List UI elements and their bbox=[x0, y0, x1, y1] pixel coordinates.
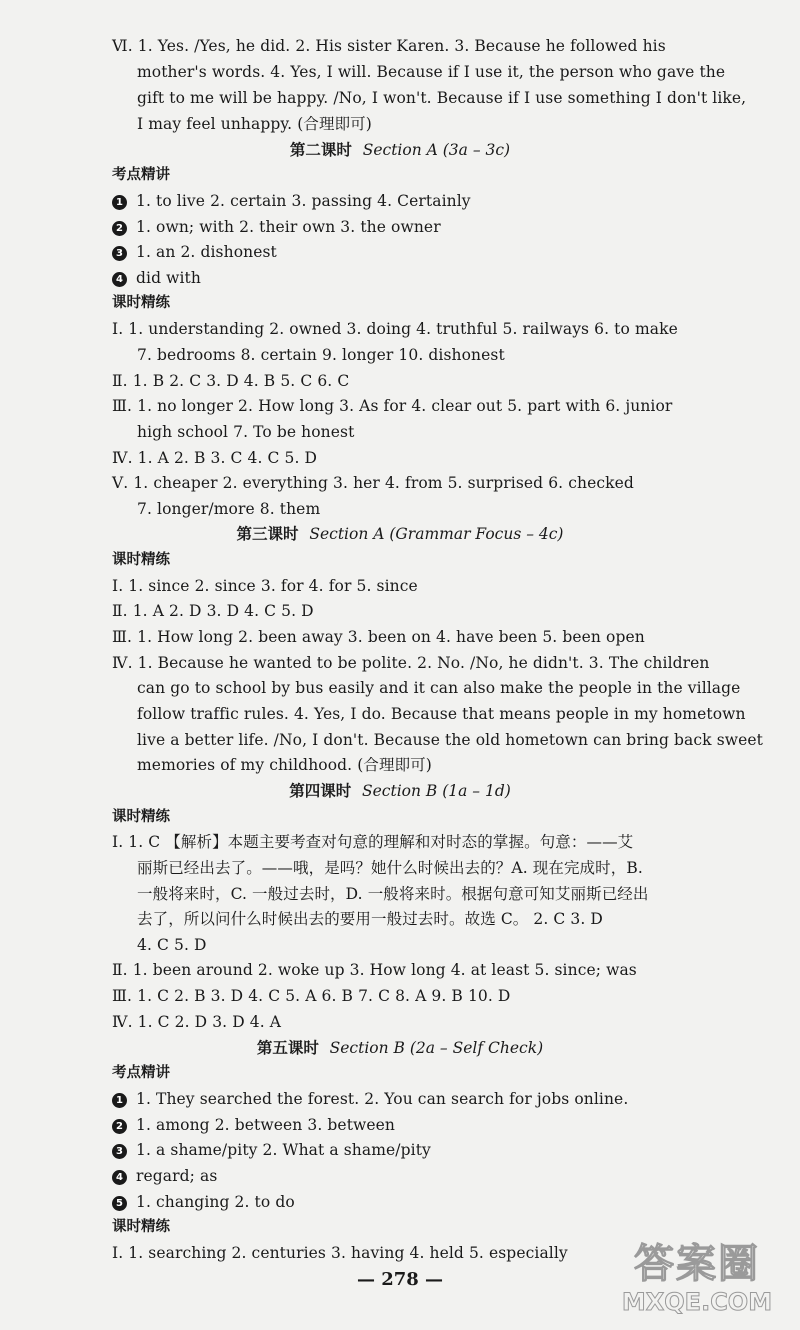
number-bullet-icon: 2 bbox=[112, 1119, 127, 1134]
lesson-heading-en: Section A (3a – 3c) bbox=[362, 141, 511, 159]
answer-line: can go to school by bus easily and it can also make the people in the village bbox=[137, 679, 741, 697]
lesson-heading bbox=[0, 1036, 800, 1060]
answer-line: 5 1. changing 2. to do bbox=[112, 1190, 295, 1214]
answer-line: 3 1. an 2. dishonest bbox=[112, 240, 277, 264]
answer-line: Ⅰ. 1. since 2. since 3. for 4. for 5. since bbox=[112, 577, 418, 595]
lesson-heading bbox=[0, 522, 800, 546]
answer-line: Ⅱ. 1. B 2. C 3. D 4. B 5. C 6. C bbox=[112, 372, 350, 390]
answer-line: Ⅰ. 1. searching 2. centuries 3. having 4. held 5. especially bbox=[112, 1244, 568, 1262]
answer-line: Ⅲ. 1. C 2. B 3. D 4. C 5. A 6. B 7. C 8. A 9. B 10. D bbox=[112, 987, 511, 1005]
answer-line: mother's words. 4. Yes, I will. Because if I use it, the person who gave the bbox=[137, 63, 726, 81]
number-bullet-icon: 5 bbox=[112, 1196, 127, 1211]
answer-line: live a better life. /No, I don't. Because the old hometown can bring back sweet bbox=[137, 731, 763, 749]
number-bullet-icon: 1 bbox=[112, 1093, 127, 1108]
answer-line: Ⅲ. 1. no longer 2. How long 3. As for 4. clear out 5. part with 6. junior bbox=[112, 397, 673, 415]
answer-line: 7. bedrooms 8. certain 9. longer 10. dishonest bbox=[137, 346, 505, 364]
number-bullet-icon: 2 bbox=[112, 221, 127, 236]
answer-line: Ⅱ. 1. A 2. D 3. D 4. C 5. D bbox=[112, 602, 314, 620]
answer-line: I may feel unhappy. (合理即可) bbox=[137, 115, 372, 133]
answer-line: Ⅳ. 1. Because he wanted to be polite. 2. No. /No, he didn't. 3. The children bbox=[112, 654, 710, 672]
lesson-heading bbox=[0, 138, 800, 162]
lesson-heading-cn: 第三课时 bbox=[236, 524, 299, 543]
section-subhead: 考点精讲 bbox=[112, 167, 170, 183]
answer-line: Ⅱ. 1. been around 2. woke up 3. How long 4. at least 5. since; was bbox=[112, 961, 637, 979]
answer-line: 4 did with bbox=[112, 266, 201, 290]
number-bullet-icon: 4 bbox=[112, 1170, 127, 1185]
answer-line: Ⅳ. 1. A 2. B 3. C 4. C 5. D bbox=[112, 449, 318, 467]
answer-line: Ⅵ. 1. Yes. /Yes, he did. 2. His sister Karen. 3. Because he followed his bbox=[112, 37, 666, 55]
answer-line: Ⅰ. 1. understanding 2. owned 3. doing 4. truthful 5. railways 6. to make bbox=[112, 320, 678, 338]
answer-line: Ⅲ. 1. How long 2. been away 3. been on 4. have been 5. been open bbox=[112, 628, 645, 646]
answer-line: Ⅳ. 1. C 2. D 3. D 4. A bbox=[112, 1013, 282, 1031]
number-bullet-icon: 3 bbox=[112, 246, 127, 261]
answer-line: 4 regard; as bbox=[112, 1164, 217, 1188]
section-subhead: 课时精练 bbox=[112, 1219, 170, 1235]
answer-line: 丽斯已经出去了。——哦，是吗？她什么时候出去的？A. 现在完成时，B. bbox=[137, 859, 643, 877]
answer-line: Ⅴ. 1. cheaper 2. everything 3. her 4. from 5. surprised 6. checked bbox=[112, 474, 634, 492]
lesson-heading bbox=[0, 779, 800, 803]
answer-line: Ⅰ. 1. C 【解析】本题主要考查对句意的理解和对时态的掌握。句意：——艾 bbox=[112, 833, 634, 851]
answer-line: 4. C 5. D bbox=[137, 936, 207, 954]
section-subhead: 课时精练 bbox=[112, 295, 170, 311]
answer-line: 2 1. among 2. between 3. between bbox=[112, 1113, 395, 1137]
answer-line: 3 1. a shame/pity 2. What a shame/pity bbox=[112, 1138, 431, 1162]
answer-line: 1 1. to live 2. certain 3. passing 4. Certainly bbox=[112, 189, 471, 213]
answer-line: high school 7. To be honest bbox=[137, 423, 355, 441]
lesson-heading-cn: 第五课时 bbox=[256, 1038, 319, 1057]
answer-line: follow traffic rules. 4. Yes, I do. Because that means people in my hometown bbox=[137, 705, 746, 723]
section-subhead: 考点精讲 bbox=[112, 1065, 170, 1081]
number-bullet-icon: 3 bbox=[112, 1144, 127, 1159]
section-subhead: 课时精练 bbox=[112, 809, 170, 825]
section-subhead: 课时精练 bbox=[112, 552, 170, 568]
lesson-heading-en: Section A (Grammar Focus – 4c) bbox=[309, 525, 564, 543]
watermark-cn: 答案圈 bbox=[634, 1241, 760, 1287]
lesson-heading-en: Section B (1a – 1d) bbox=[362, 782, 511, 800]
answer-line: 2 1. own; with 2. their own 3. the owner bbox=[112, 215, 441, 239]
watermark-en: MXQE.COM bbox=[621, 1288, 773, 1316]
number-bullet-icon: 1 bbox=[112, 195, 127, 210]
lesson-heading-cn: 第二课时 bbox=[289, 140, 352, 159]
answer-line: memories of my childhood. (合理即可) bbox=[137, 756, 432, 774]
answer-line: 1 1. They searched the forest. 2. You can search for jobs online. bbox=[112, 1087, 628, 1111]
watermark-logo bbox=[602, 1240, 792, 1324]
answer-line: gift to me will be happy. /No, I won't. Because if I use something I don't like, bbox=[137, 89, 747, 107]
lesson-heading-cn: 第四课时 bbox=[289, 781, 352, 800]
answer-line: 去了，所以问什么时候出去的要用一般过去时。故选 C。 2. C 3. D bbox=[137, 910, 603, 928]
page-number: — 278 — bbox=[356, 1269, 444, 1290]
answer-line: 7. longer/more 8. them bbox=[137, 500, 321, 518]
number-bullet-icon: 4 bbox=[112, 272, 127, 287]
lesson-heading-en: Section B (2a – Self Check) bbox=[329, 1039, 544, 1057]
answer-line: 一般将来时，C. 一般过去时，D. 一般将来时。根据句意可知艾丽斯已经出 bbox=[137, 885, 649, 903]
